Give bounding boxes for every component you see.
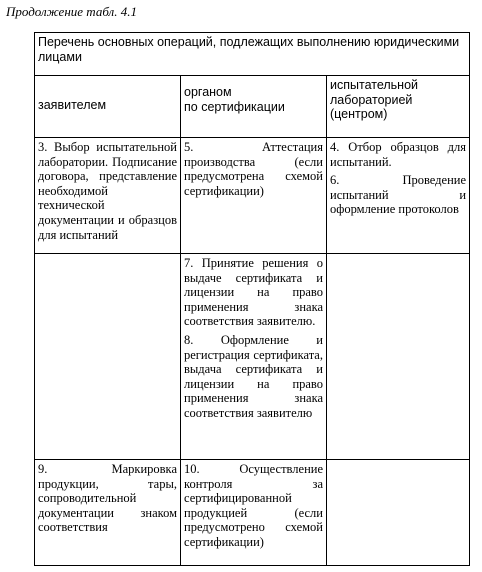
cell-laboratory <box>327 138 470 254</box>
cell-certification-body <box>181 138 327 254</box>
operations-table <box>34 32 470 566</box>
table-row <box>35 460 470 566</box>
operation-item: 10. Осуществление контроля за сертифицированной продукцией (если предусмотрено схемой сертификации) <box>184 462 323 549</box>
cell-certification-body <box>181 460 327 566</box>
cell-certification-body <box>181 254 327 460</box>
column-header-laboratory: испытательной лабораторией (центром) <box>327 76 470 138</box>
operation-item: 7. Принятие решения о выдаче сертификата и лицензии на право применения знака соответствия заявителю. <box>184 256 323 329</box>
column-header-certification-body: органом по сертификации <box>181 76 327 138</box>
operation-item: 5. Аттестация производства (если предусмотрена схемой сертификации) <box>184 140 323 198</box>
operation-item: 8. Оформление и регистрация сертификата, выдача сертификата и лицензии на право применения знака соответствия заявителю <box>184 332 323 420</box>
main-header-cell: Перечень основных операций, подлежащих выполнению юридическими лицами <box>35 33 470 76</box>
cell-applicant <box>35 460 181 566</box>
table-header-row <box>35 33 470 76</box>
column-header-row <box>35 76 470 138</box>
table-caption: Продолжение табл. 4.1 <box>6 4 137 19</box>
table-row <box>35 138 470 254</box>
cell-laboratory-empty <box>327 254 470 460</box>
cell-applicant-empty <box>35 254 181 460</box>
column-header-applicant: заявителем <box>35 76 181 138</box>
cell-applicant <box>35 138 181 254</box>
operation-item: 6. Проведение испытаний и оформление протоколов <box>330 173 467 217</box>
operation-item: 9. Маркировка продукции, тары, сопроводительной документации знаком соответствия <box>38 462 177 535</box>
operation-item: 3. Выбор испытательной лаборатории. Подписание договора, представление необходимой технической документации и образцов для испытаний <box>38 140 177 242</box>
table-row <box>35 254 470 460</box>
operation-item: 4. Отбор образцов для испытаний. <box>330 140 467 169</box>
cell-laboratory-empty <box>327 460 470 566</box>
